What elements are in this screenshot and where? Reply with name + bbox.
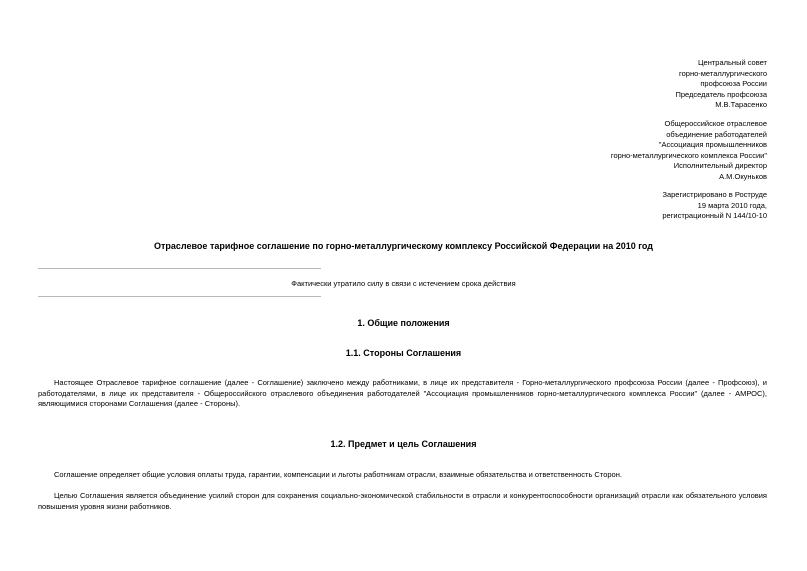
- signature-block-trade-union: [675, 58, 767, 111]
- signature-line: "Ассоциация промышленников: [658, 140, 767, 150]
- signature-line: Исполнительный директор: [673, 161, 767, 171]
- divider-bottom: [38, 296, 321, 297]
- status-note: Фактически утратило силу в связи с истечением срока действия: [291, 279, 516, 288]
- registration-line: регистрационный N 144/10-10: [662, 211, 767, 221]
- divider-top: [38, 268, 321, 269]
- registration-line: Зарегистрировано в Роструде: [662, 190, 767, 199]
- signature-line: Центральный совет: [698, 58, 767, 67]
- section-heading-parties: 1.1. Стороны Соглашения: [345, 348, 462, 358]
- signature-line: профсоюза России: [700, 79, 767, 89]
- registration-block: [662, 190, 767, 222]
- document-title: Отраслевое тарифное соглашение по горно-металлургическому комплексу Российской Федерации на 2010 год: [154, 241, 653, 251]
- signature-line: объединение работодателей: [666, 129, 767, 139]
- section-heading-general: 1. Общие положения: [357, 318, 450, 328]
- registration-line: 19 марта 2010 года,: [697, 200, 767, 210]
- signature-line: горно-металлургического: [679, 68, 767, 78]
- paragraph-parties: Настоящее Отраслевое тарифное соглашение (далее - Соглашение) заключено между работниками, в лице их представителя - Горно-металлургического профсоюза России (далее - Профсоюз), и работодателями, в лице их представителя - Общероссийского отраслевого объединения работодателей "Ассоциация промышленников горно-металлургического комплекса России" (далее - АМРОС), являющимися сторонами Соглашения (далее - Стороны).: [38, 378, 767, 408]
- signature-block-employers: [611, 119, 767, 183]
- paragraph-subject: Соглашение определяет общие условия оплаты труда, гарантии, компенсации и льготы работникам отрасли, взаимные обязательства и ответственность Сторон.: [54, 470, 622, 479]
- section-heading-subject: 1.2. Предмет и цель Соглашения: [330, 439, 477, 449]
- signature-line: М.В.Тарасенко: [715, 100, 767, 110]
- signature-line: Общероссийское отраслевое: [664, 119, 767, 128]
- signature-line: горно-металлургического комплекса России": [610, 150, 767, 160]
- signature-line: А.М.Окуньков: [719, 171, 767, 181]
- paragraph-goal: Целью Соглашения является объединение усилий сторон для сохранения социально-экономической стабильности в отрасли и конкурентоспособности организаций отрасли как обязательного условия повышения уровня жизни работников.: [38, 491, 767, 511]
- signature-line: Председатель профсоюза: [675, 89, 767, 99]
